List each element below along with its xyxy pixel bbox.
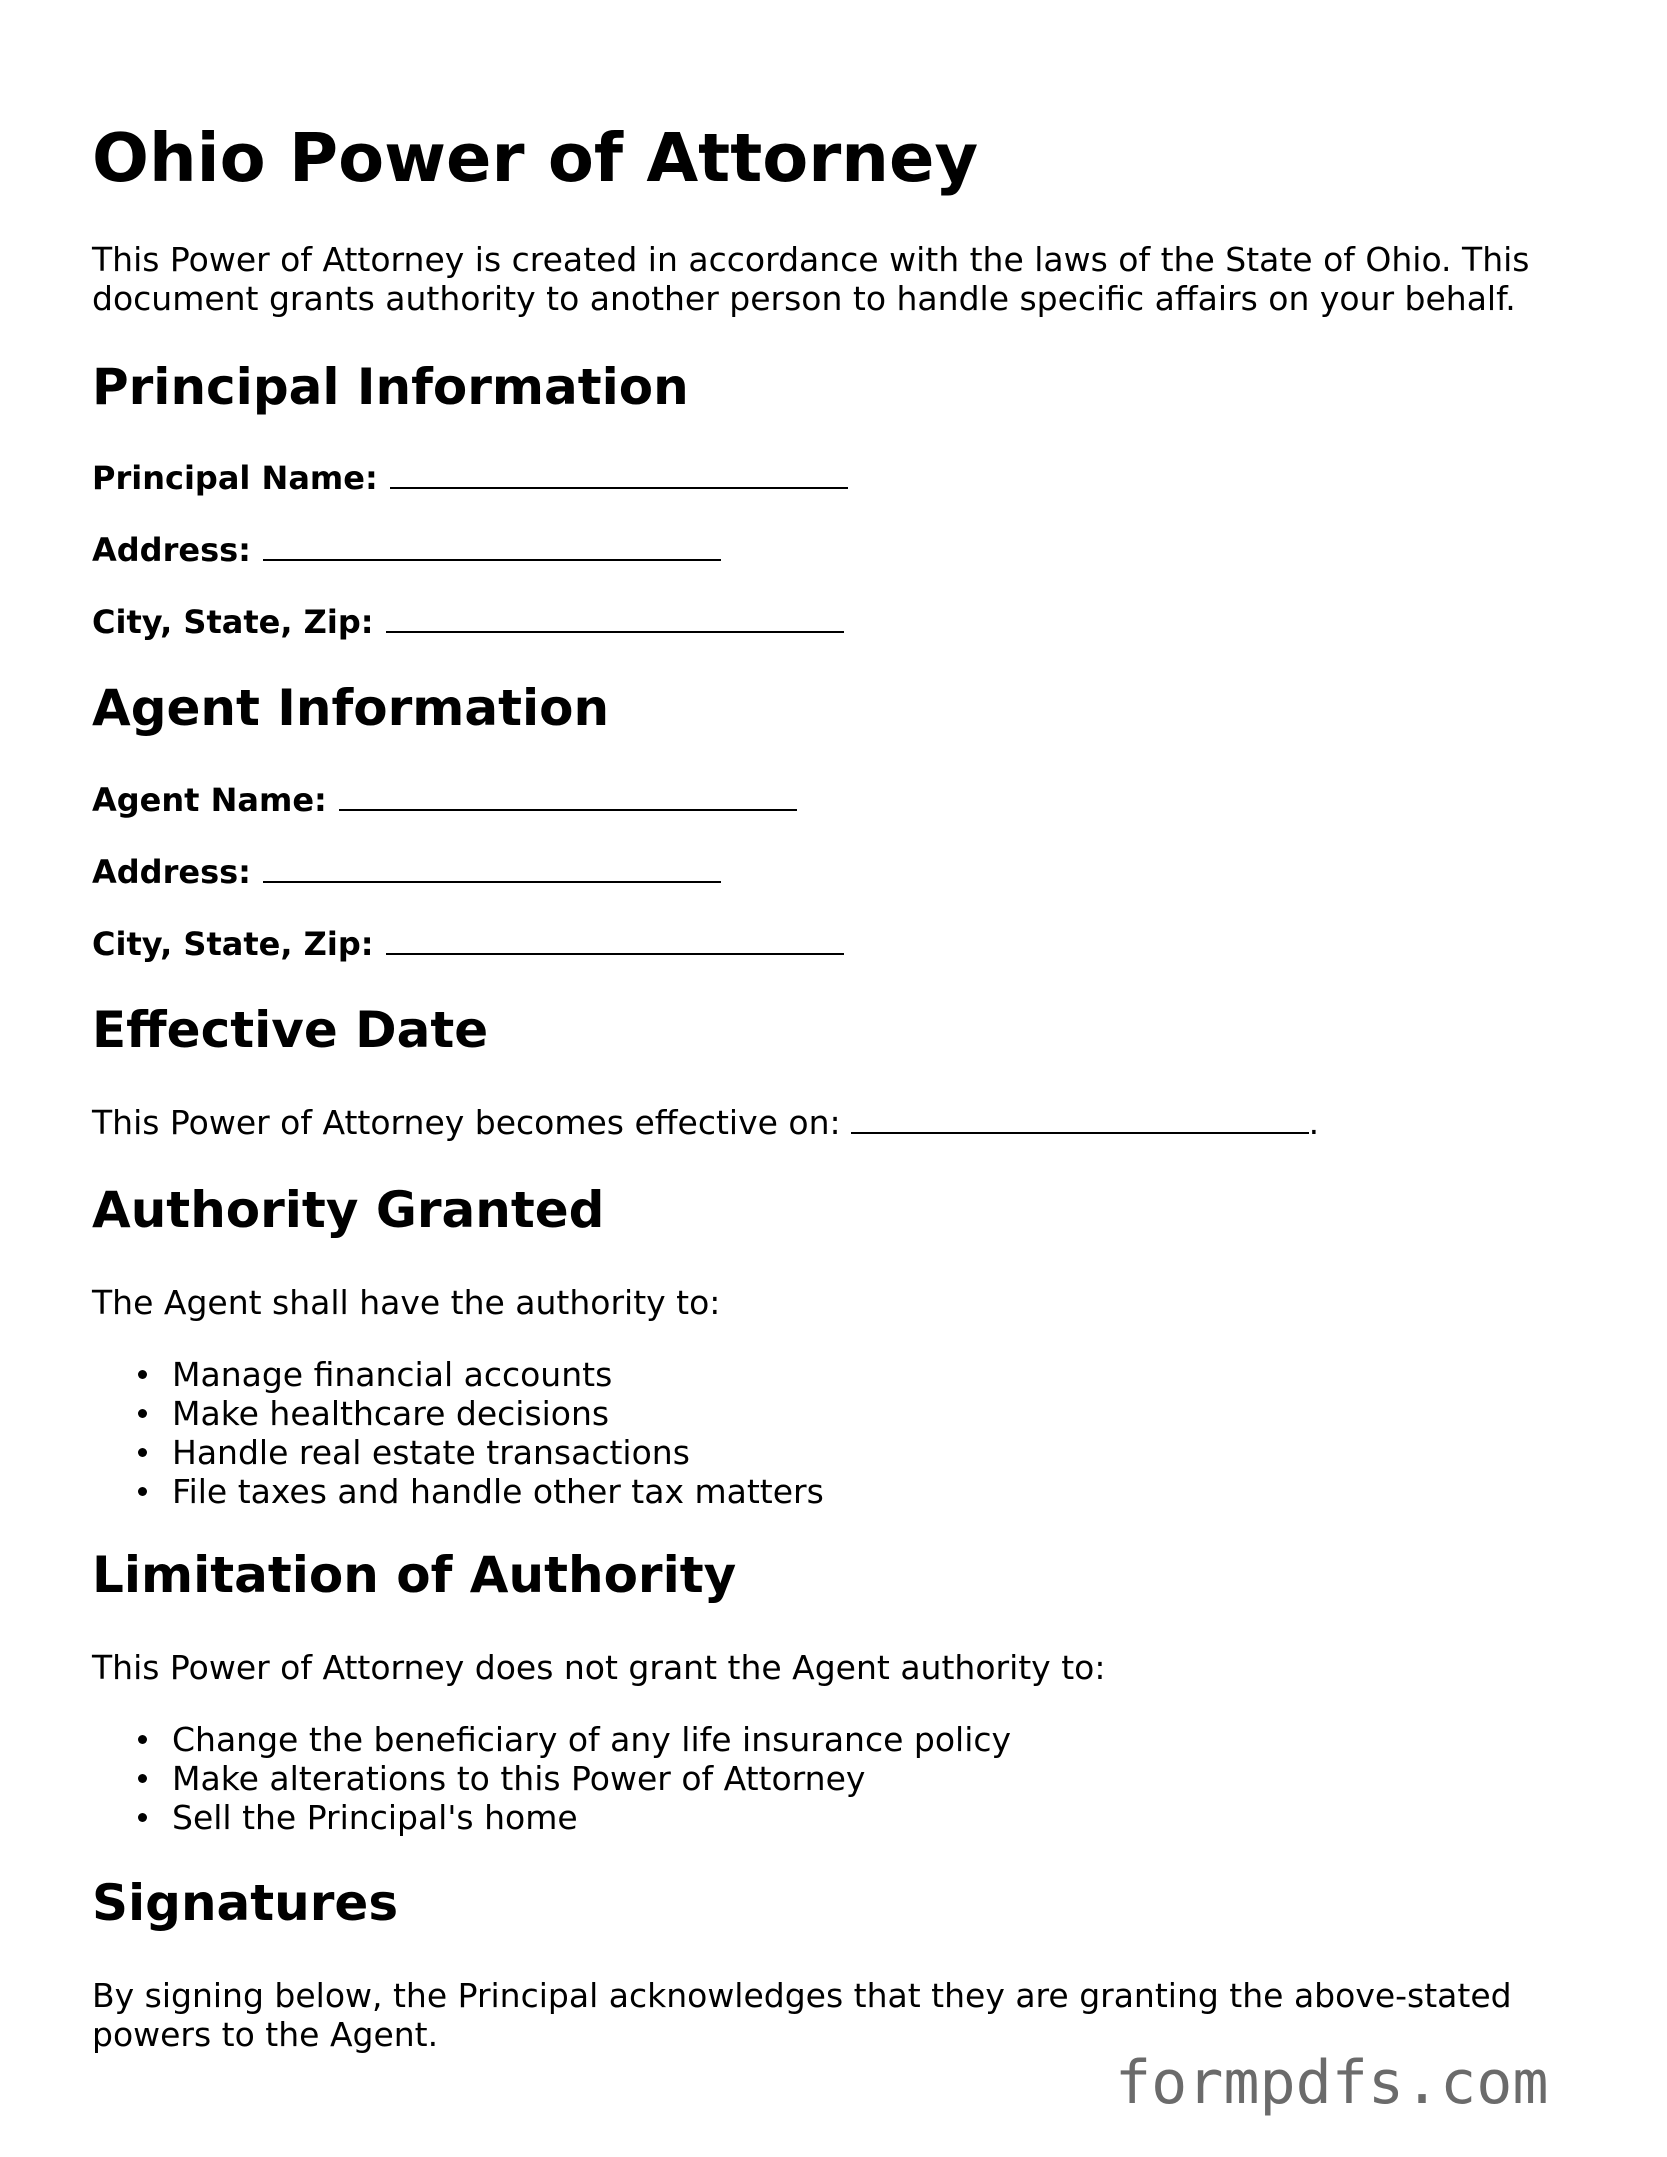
agent-city-field: [92, 924, 844, 964]
limitation-heading: Limitation of Authority: [92, 1546, 737, 1604]
list-item: Change the beneficiary of any life insurance policy: [172, 1720, 1012, 1759]
principal-address-field: [92, 530, 721, 570]
agent-city-blank[interactable]: [386, 925, 844, 955]
document-title: Ohio Power of Attorney: [92, 119, 979, 197]
agent-city-label: City, State, Zip:: [92, 925, 374, 963]
authority-heading: Authority Granted: [92, 1181, 605, 1239]
list-item: Make alterations to this Power of Attorney: [172, 1759, 1011, 1798]
principal-address-label: Address:: [92, 531, 251, 569]
list-item: Handle real estate transactions: [172, 1433, 824, 1472]
intro-paragraph: This Power of Attorney is created in accordance with the laws of the State of Ohio. This document grants authority to another person to handle specific affairs on your behalf.: [92, 240, 1530, 318]
authority-paragraph: The Agent shall have the authority to:: [92, 1283, 721, 1322]
principal-name-field: [92, 458, 848, 498]
effective-paragraph: [92, 1103, 1552, 1142]
effective-date-blank[interactable]: [851, 1104, 1309, 1134]
authority-list: [92, 1355, 824, 1511]
agent-address-label: Address:: [92, 853, 251, 891]
principal-city-blank[interactable]: [386, 603, 844, 633]
principal-city-label: City, State, Zip:: [92, 603, 374, 641]
principal-name-label: Principal Name:: [92, 459, 378, 497]
effective-text: This Power of Attorney becomes effective on:: [92, 1103, 841, 1142]
principal-heading: Principal Information: [92, 358, 689, 416]
principal-city-field: [92, 602, 844, 642]
list-item: Manage financial accounts: [172, 1355, 824, 1394]
list-item: Sell the Principal's home: [172, 1798, 1011, 1837]
signatures-paragraph: By signing below, the Principal acknowledges that they are granting the above-stated powers to the Agent.: [92, 1976, 1512, 2054]
signatures-heading: Signatures: [92, 1874, 399, 1932]
principal-name-blank[interactable]: [390, 459, 848, 489]
agent-address-field: [92, 852, 721, 892]
agent-address-blank[interactable]: [263, 853, 721, 883]
agent-name-blank[interactable]: [339, 781, 797, 811]
effective-suffix: .: [1308, 1103, 1320, 1142]
effective-heading: Effective Date: [92, 1001, 489, 1059]
list-item: File taxes and handle other tax matters: [172, 1472, 824, 1511]
principal-address-blank[interactable]: [263, 531, 721, 561]
list-item: Make healthcare decisions: [172, 1394, 824, 1433]
agent-name-field: [92, 780, 797, 820]
limitation-list: [92, 1720, 1011, 1837]
limitation-paragraph: This Power of Attorney does not grant the Agent authority to:: [92, 1648, 1106, 1687]
agent-heading: Agent Information: [92, 679, 610, 737]
watermark-logo: formpdfs.com: [1115, 2048, 1549, 2118]
agent-name-label: Agent Name:: [92, 781, 327, 819]
